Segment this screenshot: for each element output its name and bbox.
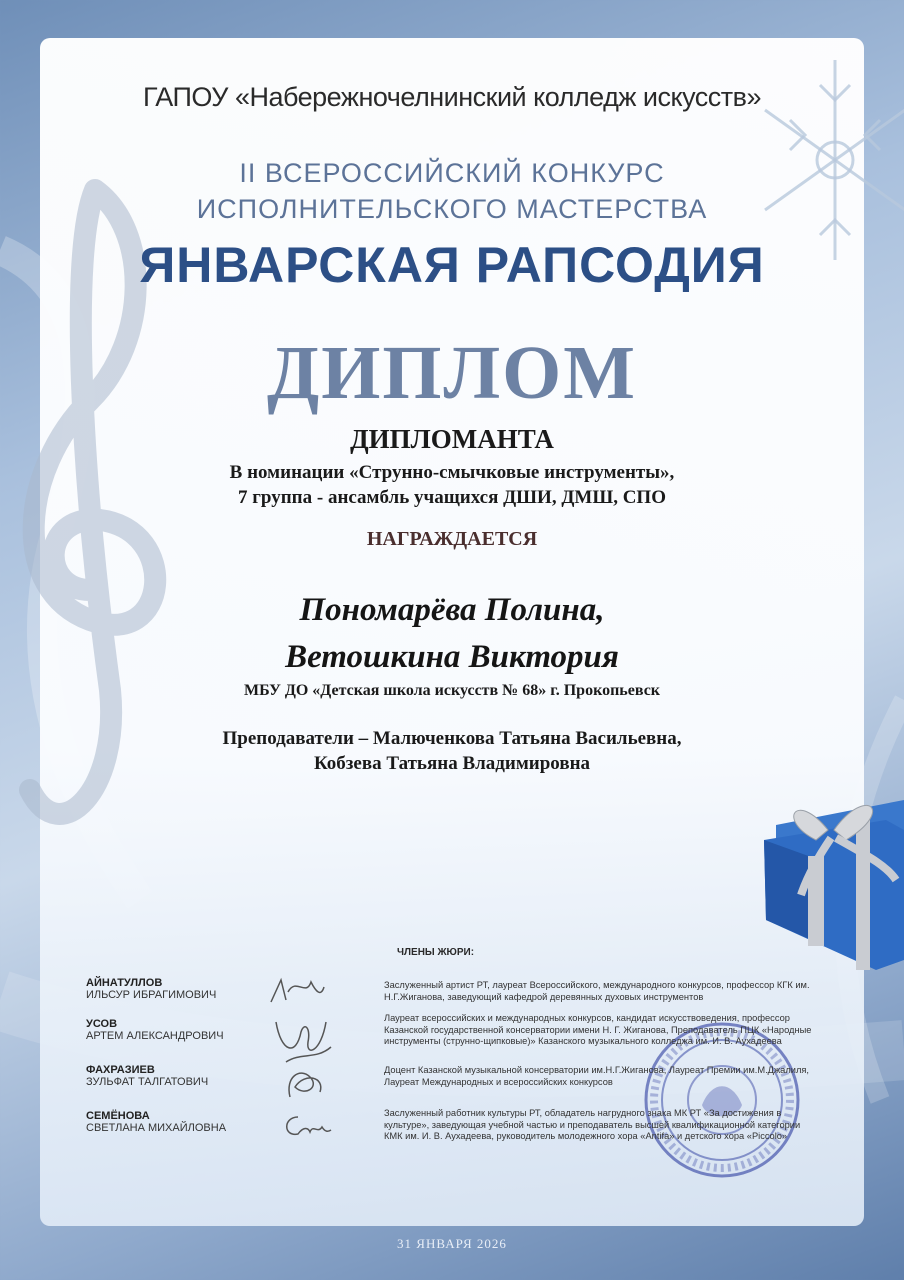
college-name: ГАПОУ «Набережночелнинский колледж искусств» [142,82,762,112]
desc-line: Заслуженный работник культуры РТ, обладатель нагрудного знака МК РТ «За достижения в [384,1108,782,1118]
teachers-line-1: Преподаватели – Малюченкова Татьяна Васильевна, [222,728,682,749]
school-name: МБУ ДО «Детская школа искусств № 68» г. Прокопьевск [243,682,661,699]
jury-title: ЧЛЕНЫ ЖЮРИ: [397,947,475,958]
desc-line: Казанской государственной консерватории имени Н. Г. Жиганова, Преподаватель ПЦК «Народные [384,1024,812,1035]
desc-line: Лауреат Международных и всероссийских конкурсов [384,1076,613,1087]
desc-line: Доцент Казанской музыкальной консерватории им.Н.Г.Жиганова, Лауреат Премии им.М.Джалиля, [384,1065,810,1075]
jury-last-name: АЙНАТУЛЛОВ [86,977,163,989]
jury-first-names: ЗУЛЬФАТ ТАЛГАТОВИЧ [86,1076,209,1088]
jury-last-name: СЕМЁНОВА [86,1110,150,1122]
jury-member-name [86,1064,208,1089]
jury-member-description [384,1013,834,1048]
awarded-label: НАГРАЖДАЕТСЯ [366,528,538,550]
desc-line: культуре», заведующая учебной частью и преподаватель высшей квалификационной категории [384,1119,801,1130]
jury-member-name [86,1110,226,1135]
recipient-name-2: Ветошкина Виктория [285,639,619,675]
jury-member-name [86,977,216,1002]
desc-line: Заслуженный артист РТ, лауреат Всероссийского, международного конкурсов, профессор КГК им. [384,980,810,990]
jury-member-description [384,1065,834,1088]
jury-member-name [86,1018,224,1043]
jury-first-names: АРТЕМ АЛЕКСАНДРОВИЧ [86,1030,224,1042]
competition-name: ЯНВАРСКАЯ РАПСОДИЯ [139,237,765,293]
recipient-name-1: Пономарёва Полина, [299,592,605,628]
desc-line: КМК им. И. В. Аухадеева, руководитель молодежного хора «Antifa» и детского хора «Piccolo» [384,1131,788,1141]
jury-last-name: ФАХРАЗИЕВ [86,1064,155,1076]
jury-last-name: УСОВ [86,1018,118,1030]
nomination-line-2: 7 группа - ансамбль учащихся ДШИ, ДМШ, СПО [238,487,666,508]
jury-member-description [384,1108,834,1143]
jury-first-names: ИЛЬСУР ИБРАГИМОВИЧ [86,989,217,1001]
jury-first-names: СВЕТЛАНА МИХАЙЛОВНА [86,1122,227,1134]
event-date: 31 ЯНВАРЯ 2026 [397,1236,507,1251]
jury-member-description [384,980,834,1003]
competition-line-1: II ВСЕРОССИЙСКИЙ КОНКУРС [239,158,665,188]
diploma-degree: ДИПЛОМАНТА [350,424,554,454]
desc-line: инструменты (струнно-щипковые)» Казанского музыкального колледжа им. И. В. Аухадеева [384,1036,782,1046]
desc-line: Н.Г.Жиганова, заведующий кафедрой деревянных духовых инструментов [384,991,704,1002]
competition-line-2: ИСПОЛНИТЕЛЬСКОГО МАСТЕРСТВА [196,194,708,224]
desc-line: Лауреат всероссийских и международных конкурсов, кандидат искусствоведения, профессор [384,1013,790,1023]
nomination-line-1: В номинации «Струнно-смычковые инструменты», [229,462,675,483]
diploma-title: ДИПЛОМ [267,331,637,415]
teachers-line-2: Кобзева Татьяна Владимировна [313,753,591,774]
